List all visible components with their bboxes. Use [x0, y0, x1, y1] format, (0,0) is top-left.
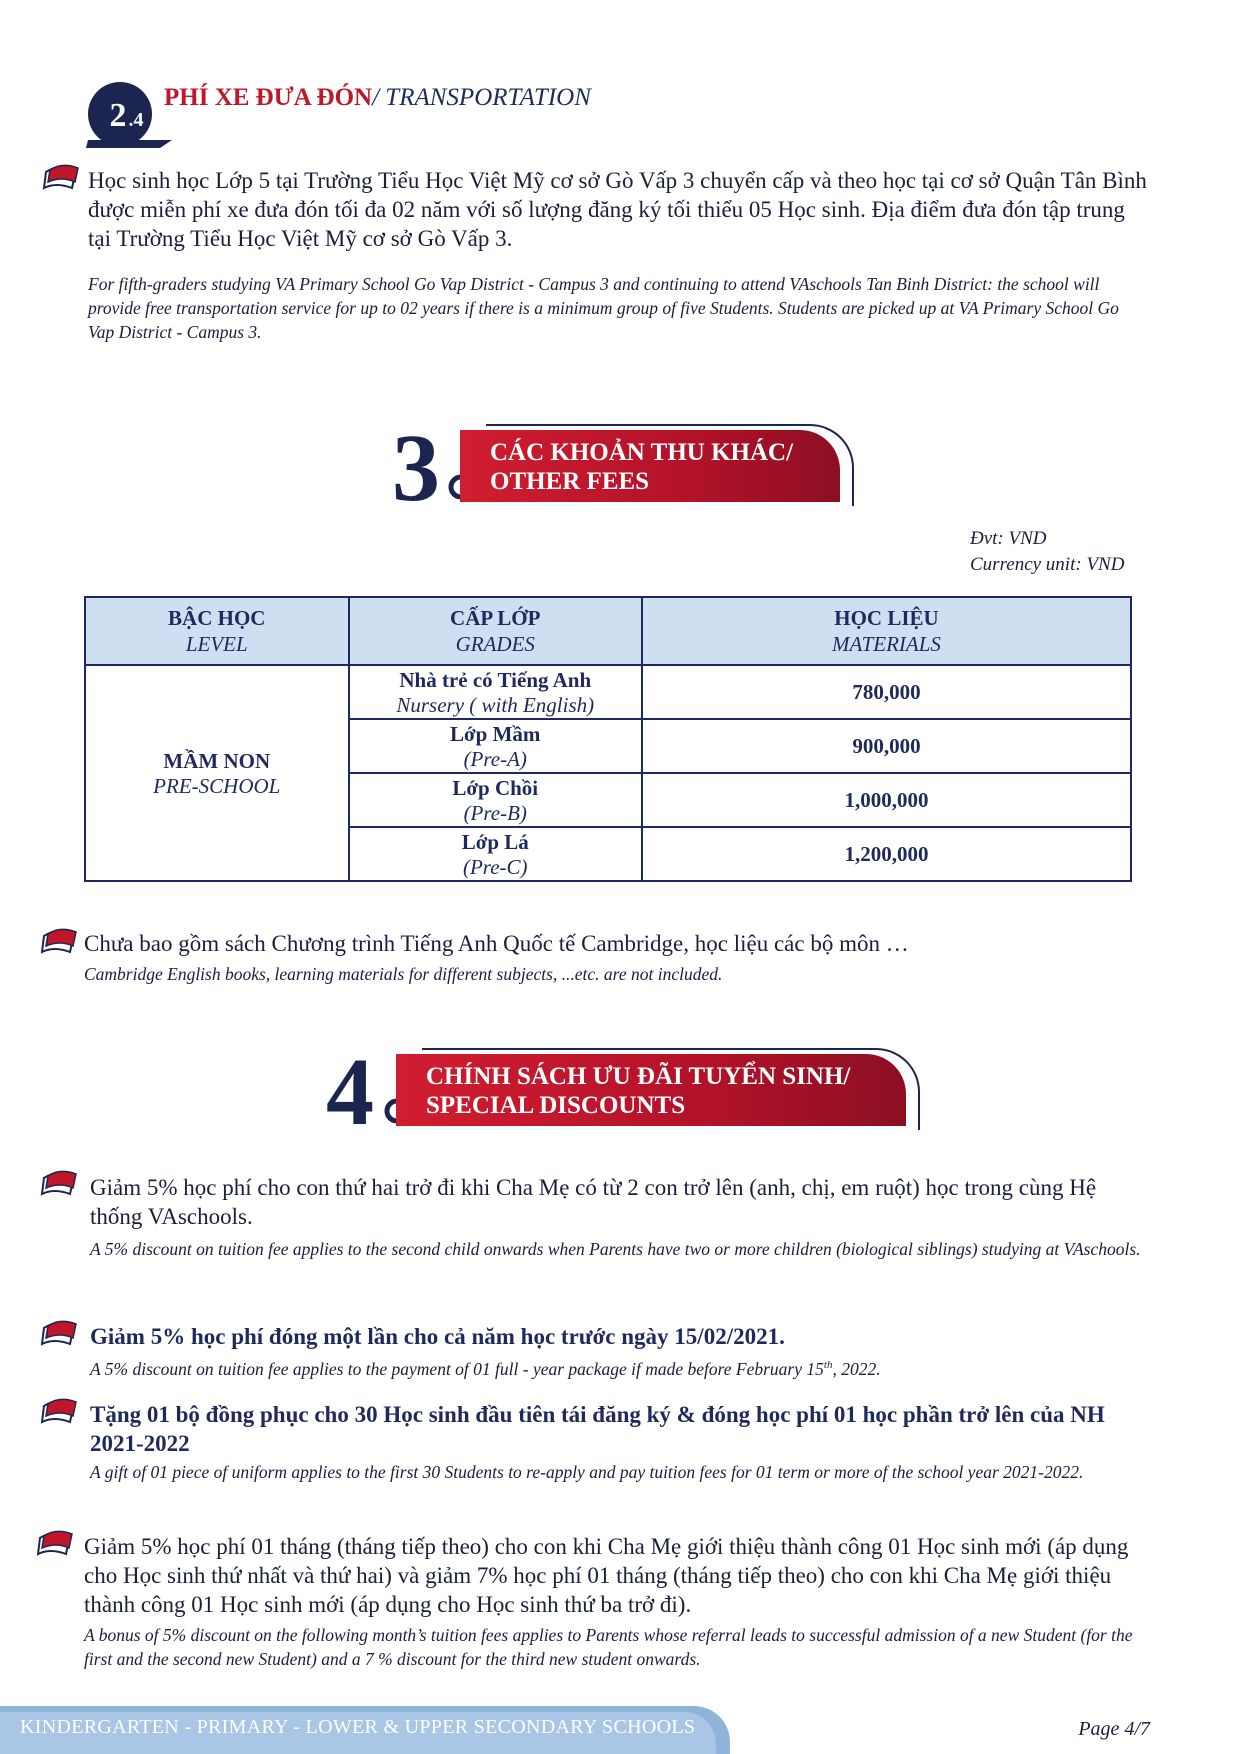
book-bullet-icon — [40, 1396, 80, 1426]
book-bullet-icon — [42, 162, 82, 192]
table-row — [85, 665, 1131, 719]
transport-paragraph-vn: Học sinh học Lớp 5 tại Trường Tiểu Học Việt Mỹ cơ sở Gò Vấp 3 chuyển cấp và theo học tại cơ sở Quận Tân Bình được miễn phí xe đưa đón tối đa 02 năm với số lượng đăng ký tối thiểu 05 Học sinh. Địa điểm đưa đón tập trung tại Trường Tiểu Học Việt Mỹ cơ sở Gò Vấp 3. — [88, 168, 1147, 251]
section-4-number: 4 — [326, 1038, 374, 1145]
section-4-title-line2: SPECIAL DISCOUNTS — [426, 1092, 686, 1119]
section-2-4-heading — [164, 84, 591, 112]
discount-3-en: A gift of 01 piece of uniform applies to the first 30 Students to re-apply and pay tuition fees for 01 term or more of the school year 2021-2022. — [90, 1462, 1084, 1482]
discount-2-en: A 5% discount on tuition fee applies to the payment of 01 full - year package if made before February 15th, 2022. — [90, 1358, 881, 1379]
heading-vn: PHÍ XE ĐƯA ĐÓN — [164, 84, 373, 111]
section-4-title-line1: CHÍNH SÁCH ƯU ĐÃI TUYỂN SINH/ — [426, 1063, 851, 1090]
header-grades: CẤP LỚP GRADES — [349, 597, 642, 665]
currency-unit-vn: Đvt: VND — [970, 528, 1047, 549]
fees-note-vn: Chưa bao gồm sách Chương trình Tiếng Anh Quốc tế Cambridge, học liệu các bộ môn … — [84, 931, 909, 956]
section-4-banner — [396, 1054, 906, 1126]
other-fees-table — [84, 596, 1132, 882]
amount-cell: 780,000 — [642, 665, 1131, 719]
transport-paragraph-en: For fifth-graders studying VA Primary School Go Vap District - Campus 3 and continuing to attend VAschools Tan Binh District: the school will provide free transportation service for up to 02 years if there is a minimum group of five Students. Students are picked up at VA Primary School Go Vap District - Campus 3. — [88, 274, 1119, 342]
grade-cell: Lớp Lá (Pre-C) — [349, 827, 642, 881]
section-number-text: 2 — [109, 97, 127, 134]
book-bullet-icon — [36, 1528, 76, 1558]
header-materials: HỌC LIỆU MATERIALS — [642, 597, 1131, 665]
currency-unit — [970, 526, 1124, 578]
fees-note-en: Cambridge English books, learning materials for different subjects, ...etc. are not included. — [84, 964, 723, 984]
footer-school-levels: KINDERGARTEN - PRIMARY - LOWER & UPPER SECONDARY SCHOOLS — [20, 1716, 696, 1738]
discount-2-vn: Giảm 5% học phí đóng một lần cho cả năm học trước ngày 15/02/2021. — [90, 1324, 785, 1349]
currency-unit-en: Currency unit: VND — [970, 554, 1125, 575]
amount-cell: 900,000 — [642, 719, 1131, 773]
grade-cell: Lớp Mầm (Pre-A) — [349, 719, 642, 773]
table-header-row — [85, 597, 1131, 665]
amount-cell: 1,000,000 — [642, 773, 1131, 827]
book-bullet-icon — [40, 1318, 80, 1348]
discount-4-vn: Giảm 5% học phí 01 tháng (tháng tiếp theo) cho con khi Cha Mẹ giới thiệu thành công 01 Học sinh mới (áp dụng cho Học sinh thứ nhất và thứ hai) và giảm 7% học phí 01 tháng (tháng tiếp theo) cho con khi Cha Mẹ giới thiệu thành công 01 Học sinh mới (áp dụng cho Học sinh thứ ba trở đi). — [84, 1534, 1129, 1617]
book-bullet-icon — [40, 926, 80, 956]
discount-3-vn: Tặng 01 bộ đồng phục cho 30 Học sinh đầu tiên tái đăng ký & đóng học phí 01 học phần trở lên của NH 2021-2022 — [90, 1402, 1105, 1456]
grade-cell: Nhà trẻ có Tiếng Anh Nursery ( with English) — [349, 665, 642, 719]
header-level: BẬC HỌC LEVEL — [85, 597, 349, 665]
discount-1-vn: Giảm 5% học phí cho con thứ hai trở đi khi Cha Mẹ có từ 2 con trở lên (anh, chị, em ruột) học trong cùng Hệ thống VAschools. — [90, 1175, 1097, 1229]
section-3-number: 3 — [392, 414, 440, 521]
grade-cell: Lớp Chồi (Pre-B) — [349, 773, 642, 827]
page-number: Page 4/7 — [1078, 1718, 1150, 1740]
section-number-badge — [82, 80, 172, 148]
discount-4-en: A bonus of 5% discount on the following month’s tuition fees applies to Parents whose referral leads to successful admission of a new Student (for the first and the second new Student) and a 7 % discount for the third new student onwards. — [84, 1625, 1133, 1669]
level-cell: MẦM NON PRE-SCHOOL — [85, 665, 349, 881]
amount-cell: 1,200,000 — [642, 827, 1131, 881]
book-bullet-icon — [40, 1168, 80, 1198]
heading-en: / TRANSPORTATION — [372, 84, 591, 111]
discount-1-en: A 5% discount on tuition fee applies to the second child onwards when Parents have two or more children (biological siblings) studying at VAschools. — [90, 1239, 1141, 1259]
section-3-banner — [460, 430, 840, 502]
section-3-title-line2: OTHER FEES — [490, 468, 650, 495]
svg-text:.4: .4 — [128, 109, 144, 131]
section-3-title-line1: CÁC KHOẢN THU KHÁC/ — [490, 439, 794, 466]
